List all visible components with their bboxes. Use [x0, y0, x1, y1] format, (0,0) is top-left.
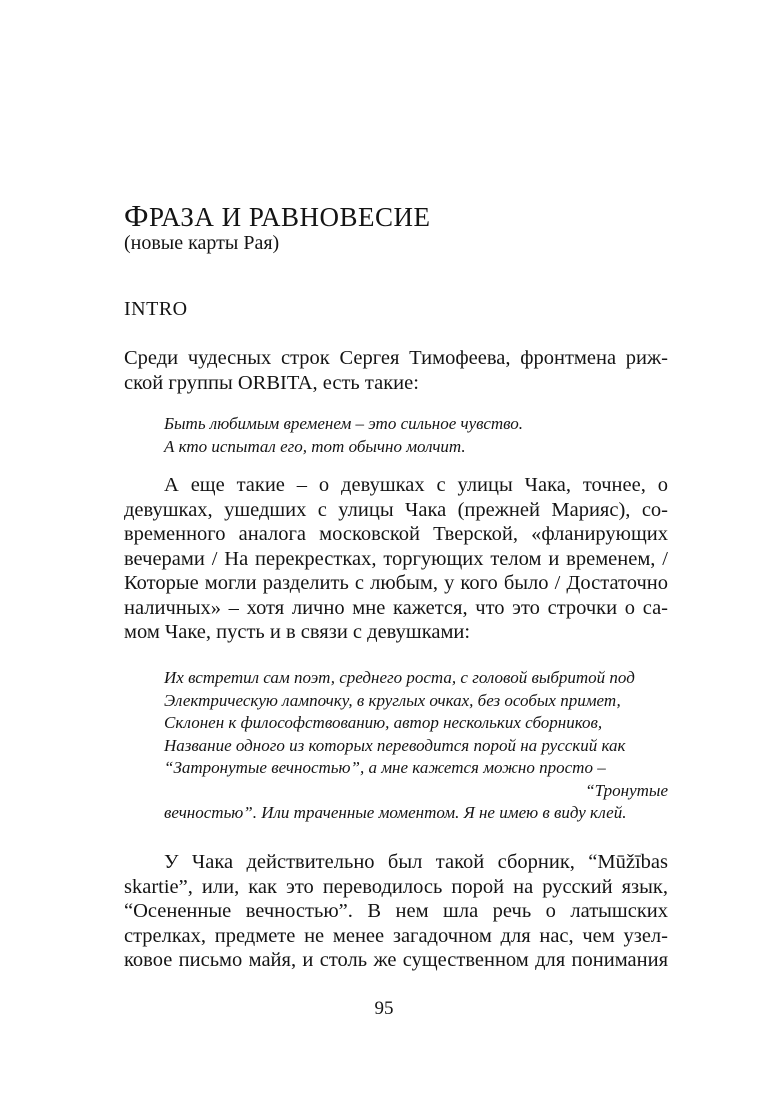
- text-line: наличных» – хотя лично мне кажется, что это строчки о са-: [124, 596, 668, 619]
- text-line: мом Чаке, пусть и в связи с девушками:: [124, 621, 471, 643]
- verse-line: Их встретил сам поэт, среднего роста, с головой выбритой под: [164, 668, 635, 687]
- text-line: стрелках, предмете не менее загадочном для нас, чем узел-: [124, 924, 668, 947]
- quote-2: [164, 667, 668, 825]
- verse-line: вечностью”. Или траченные моментом. Я не имею в виду клей.: [164, 803, 627, 822]
- section-heading: INTRO: [124, 298, 188, 320]
- text-line: skartie”, или, как это переводилось порой на русский язык,: [124, 875, 668, 898]
- verse-line: Электрическую лампочку, в круглых очках, без особых примет,: [164, 690, 621, 710]
- text-line: А еще такие – о девушках с улицы Чака, точнее, о: [164, 474, 668, 496]
- chapter-title: [124, 198, 430, 234]
- text-line: Которые могли разделить с любым, у кого было / Достаточно: [124, 572, 668, 594]
- verse-line: А кто испытал его, тот обычно молчит.: [164, 436, 466, 456]
- paragraph-3: [124, 850, 668, 973]
- verse-line: Склонен к философствованию, автор нескольких сборников,: [164, 713, 603, 732]
- text-line: У Чака действительно был такой сборник, “Mūžības: [164, 851, 668, 873]
- text-line: ской группы ORBITA, есть такие:: [124, 371, 419, 394]
- title-initial: Ф: [124, 198, 149, 233]
- verse-line: Название одного из которых переводится порой на русский как: [164, 735, 626, 755]
- page-number: 95: [374, 998, 394, 1019]
- verse-line: Быть любимым временем – это сильное чувство.: [164, 414, 524, 433]
- text-line: Среди чудесных строк Сергея Тимофеева, фронтмена риж-: [124, 347, 668, 369]
- title-rest: РАЗА И РАВНОВЕСИЕ: [149, 202, 431, 232]
- quote-1: [164, 413, 668, 458]
- paragraph-2: [124, 473, 668, 645]
- paragraph-1: [124, 346, 668, 395]
- text-line: временного аналога московской Тверской, «фланирующих: [124, 523, 668, 545]
- text-line: ковое письмо майя, и столь же существенном для понимания: [124, 949, 668, 971]
- verse-line: “Тронутые: [585, 780, 668, 800]
- chapter-subtitle: (новые карты Рая): [124, 232, 280, 254]
- text-line: вечерами / На перекрестках, торгующих телом и временем, /: [124, 547, 668, 570]
- text-line: “Осененные вечностью”. В нем шла речь о латышских: [124, 900, 668, 922]
- text-line: девушках, ушедших с улицы Чака (прежней Марияс), со-: [124, 498, 668, 521]
- verse-line: “Затронутые вечностью”, а мне кажется можно просто –: [164, 758, 606, 777]
